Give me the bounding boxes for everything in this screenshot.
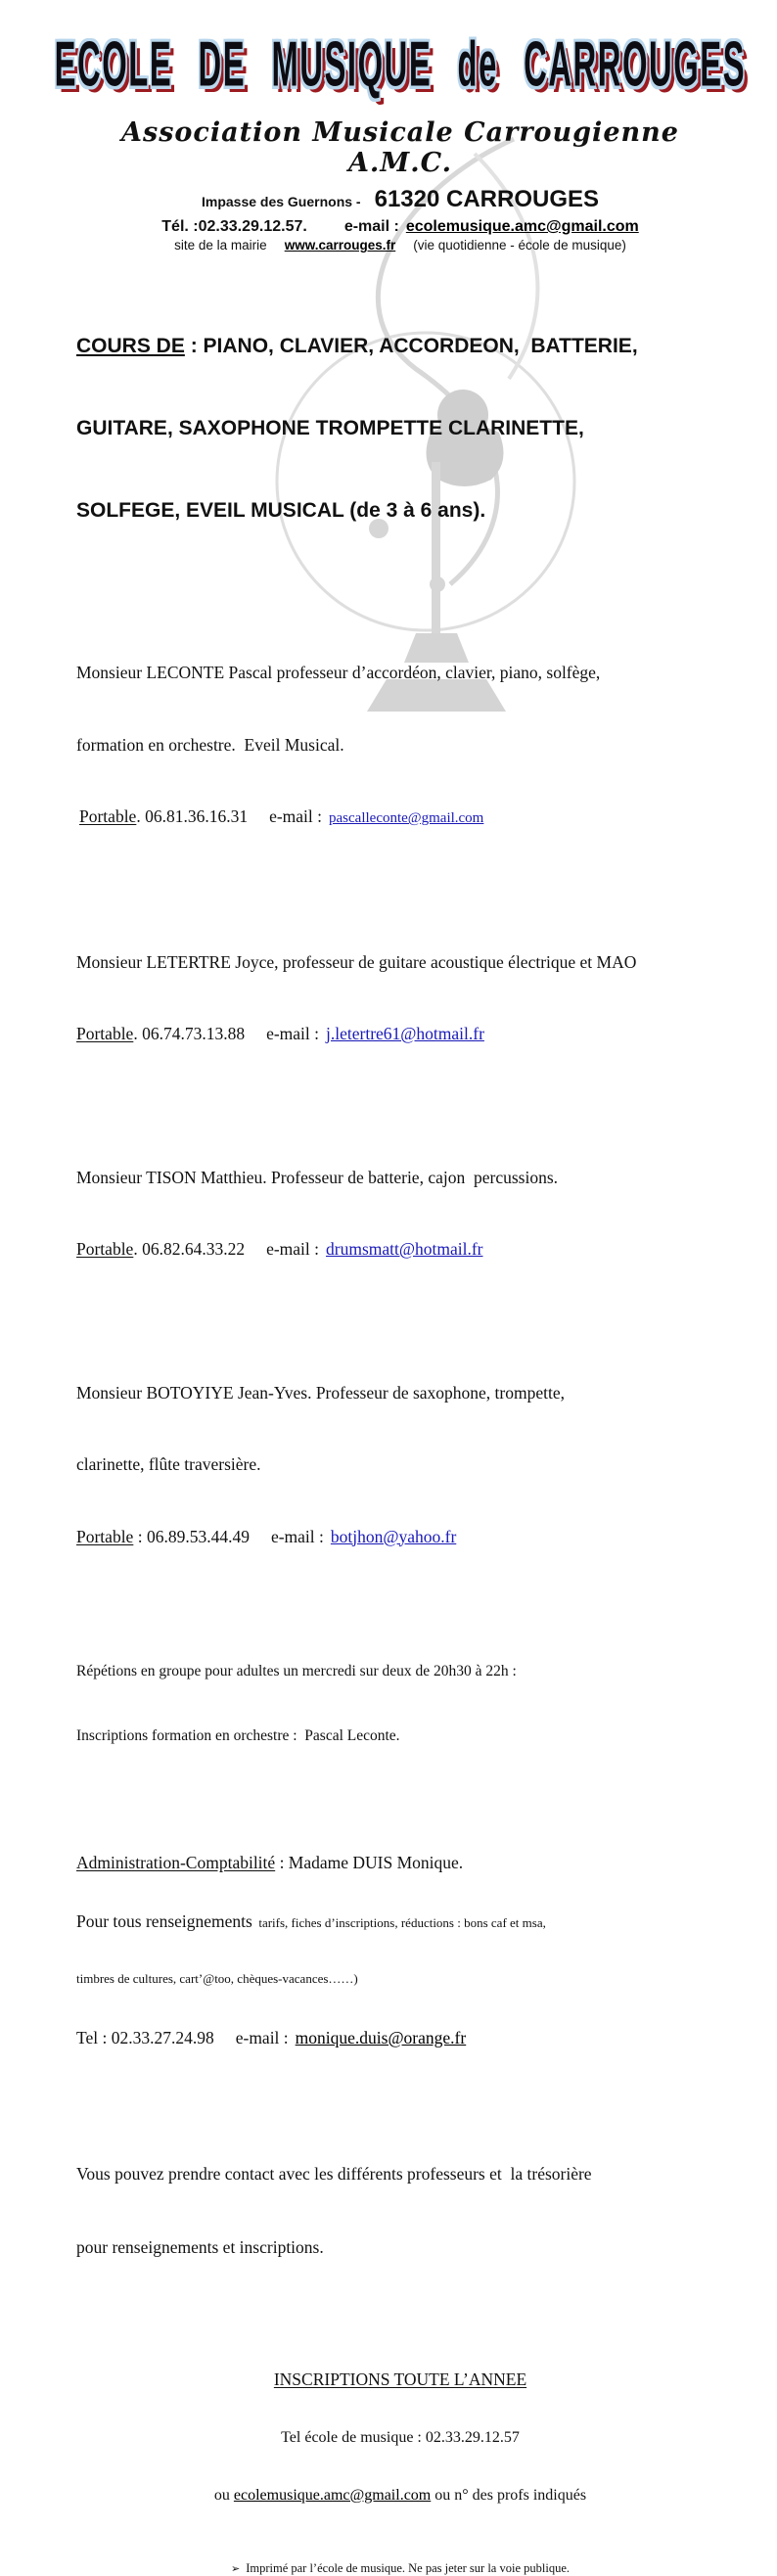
address-street: Impasse des Guernons -: [201, 194, 361, 209]
professor-description: formation en orchestre. Eveil Musical.: [76, 734, 344, 755]
site-note: (vie quotidienne - école de musique): [413, 238, 626, 253]
flyer-page: [0, 22, 777, 2575]
administration-phone: Tel : 02.33.27.24.98: [76, 2028, 214, 2047]
footer-note: [76, 2561, 724, 2576]
portable-label: Portable: [79, 806, 137, 826]
contact-note: [76, 2113, 724, 2309]
courses-line-1-rest: : PIANO, CLAVIER, ACCORDEON, BATTERIE,: [184, 335, 638, 357]
inscriptions-phone-line: Tel école de musique : 02.33.29.12.57: [281, 2429, 520, 2446]
flyer-content: [0, 22, 777, 2576]
school-email-link[interactable]: ecolemusique.amc@gmail.com: [405, 218, 639, 235]
professor-contact-line: [76, 805, 724, 831]
professor-block-leconte: [76, 613, 724, 879]
portable-label: Portable: [76, 1024, 134, 1043]
address-city: 61320 CARROUGES: [374, 186, 600, 212]
inscriptions-suffix: ou n° des profs indiqués: [431, 2487, 587, 2504]
administration-contact-line: [76, 2025, 724, 2050]
courses-line-3: SOLFEGE, EVEIL MUSICAL (de 3 à 6 ans).: [76, 499, 486, 522]
inscriptions-block: [76, 2332, 724, 2542]
professor-contact-line: [76, 1237, 724, 1262]
mairie-website-link[interactable]: www.carrouges.fr: [284, 238, 396, 253]
rehearsals-line-1: Répétions en groupe pour adultes un mercredi sur deux de 20h30 à 22h :: [76, 1663, 517, 1679]
inscriptions-prefix: ou: [213, 2487, 234, 2504]
school-phone: Tél. :02.33.29.12.57.: [161, 218, 307, 235]
contact-note-line-2: pour renseignements et inscriptions.: [76, 2237, 324, 2257]
email-label: e-mail :: [235, 2028, 289, 2047]
website-line: [76, 238, 724, 253]
email-label: e-mail :: [266, 1024, 320, 1043]
professor-description: clarinette, flûte traversière.: [76, 1454, 261, 1474]
professor-block-botoyiye: [76, 1333, 724, 1597]
inscriptions-title: INSCRIPTIONS TOUTE L’ANNEE: [273, 2369, 527, 2389]
professor-description: Monsieur BOTOYIYE Jean-Yves. Professeur de saxophone, trompette,: [76, 1382, 565, 1403]
professor-block-letertre: [76, 902, 724, 1094]
professor-contact-line: [76, 1022, 724, 1046]
professor-description: Monsieur TISON Matthieu. Professeur de batterie, cajon percussions.: [76, 1167, 558, 1187]
professor-email-link[interactable]: pascalleconte@gmail.com: [329, 810, 484, 826]
portable-label: Portable: [76, 1239, 134, 1259]
professor-email-link[interactable]: j.letertre61@hotmail.fr: [326, 1024, 484, 1043]
email-label: e-mail :: [266, 1239, 320, 1259]
administration-heading: Administration-Comptabilité: [76, 1853, 276, 1872]
arrow-bullet-icon: ➢: [230, 2563, 241, 2575]
info-detail-inline: tarifs, fiches d’inscriptions, réductions : bons caf et msa,: [251, 1915, 546, 1930]
professor-phone: . 06.81.36.16.31: [136, 806, 249, 826]
professor-description: Monsieur LETERTRE Joyce, professeur de guitare acoustique électrique et MAO: [76, 951, 637, 972]
school-title: [54, 22, 747, 108]
professor-phone: : 06.89.53.44.49: [133, 1526, 250, 1546]
contact-note-line-1: Vous pouvez prendre contact avec les différents professeurs et la trésorière: [76, 2164, 592, 2184]
professor-email-link[interactable]: botjhon@yahoo.fr: [330, 1526, 457, 1546]
professor-contact-line: [76, 1525, 724, 1549]
school-title-text: ECOLE DE MUSIQUE de CARROUGES: [54, 27, 747, 100]
courses-heading: [76, 278, 724, 579]
administration-heading-line: [76, 1851, 724, 1874]
administration-block: [76, 1816, 724, 2086]
portable-label: Portable: [76, 1526, 134, 1546]
rehearsals-note: [76, 1618, 724, 1790]
email-label: e-mail :: [269, 806, 323, 826]
address-line: [76, 186, 724, 213]
administration-email-link[interactable]: monique.duis@orange.fr: [295, 2028, 467, 2047]
info-detail-line-2: timbres de cultures, cart’@too, chèques-vacances……): [76, 1971, 358, 1986]
administration-name: : Madame DUIS Monique.: [275, 1853, 464, 1872]
site-prefix: site de la mairie: [174, 238, 267, 253]
info-main: Pour tous renseignements: [76, 1911, 252, 1931]
administration-info-line: [76, 1909, 724, 1935]
professor-block-tison: [76, 1118, 724, 1310]
inscriptions-email-link[interactable]: ecolemusique.amc@gmail.com: [233, 2487, 432, 2504]
professor-phone: . 06.74.73.13.88: [133, 1024, 246, 1043]
email-label: e-mail :: [343, 218, 399, 235]
rehearsals-line-2: Inscriptions formation en orchestre : Pascal Leconte.: [76, 1727, 400, 1744]
inscriptions-email-line: [76, 2484, 724, 2507]
association-subtitle: Association Musicale Carrougienne A.M.C.: [121, 117, 679, 178]
email-label: e-mail :: [270, 1526, 324, 1546]
professor-phone: . 06.82.64.33.22: [133, 1239, 246, 1259]
courses-label: COURS DE: [76, 335, 185, 357]
professor-description: Monsieur LECONTE Pascal professeur d’accordéon, clavier, piano, solfège,: [76, 663, 601, 682]
professor-email-link[interactable]: drumsmatt@hotmail.fr: [326, 1239, 483, 1259]
phone-email-line: [76, 218, 724, 236]
footer-text: Imprimé par l’école de musique. Ne pas jeter sur la voie publique.: [246, 2561, 570, 2575]
courses-line-2: GUITARE, SAXOPHONE TROMPETTE CLARINETTE,: [76, 417, 584, 439]
courses-line-1: [76, 333, 724, 360]
